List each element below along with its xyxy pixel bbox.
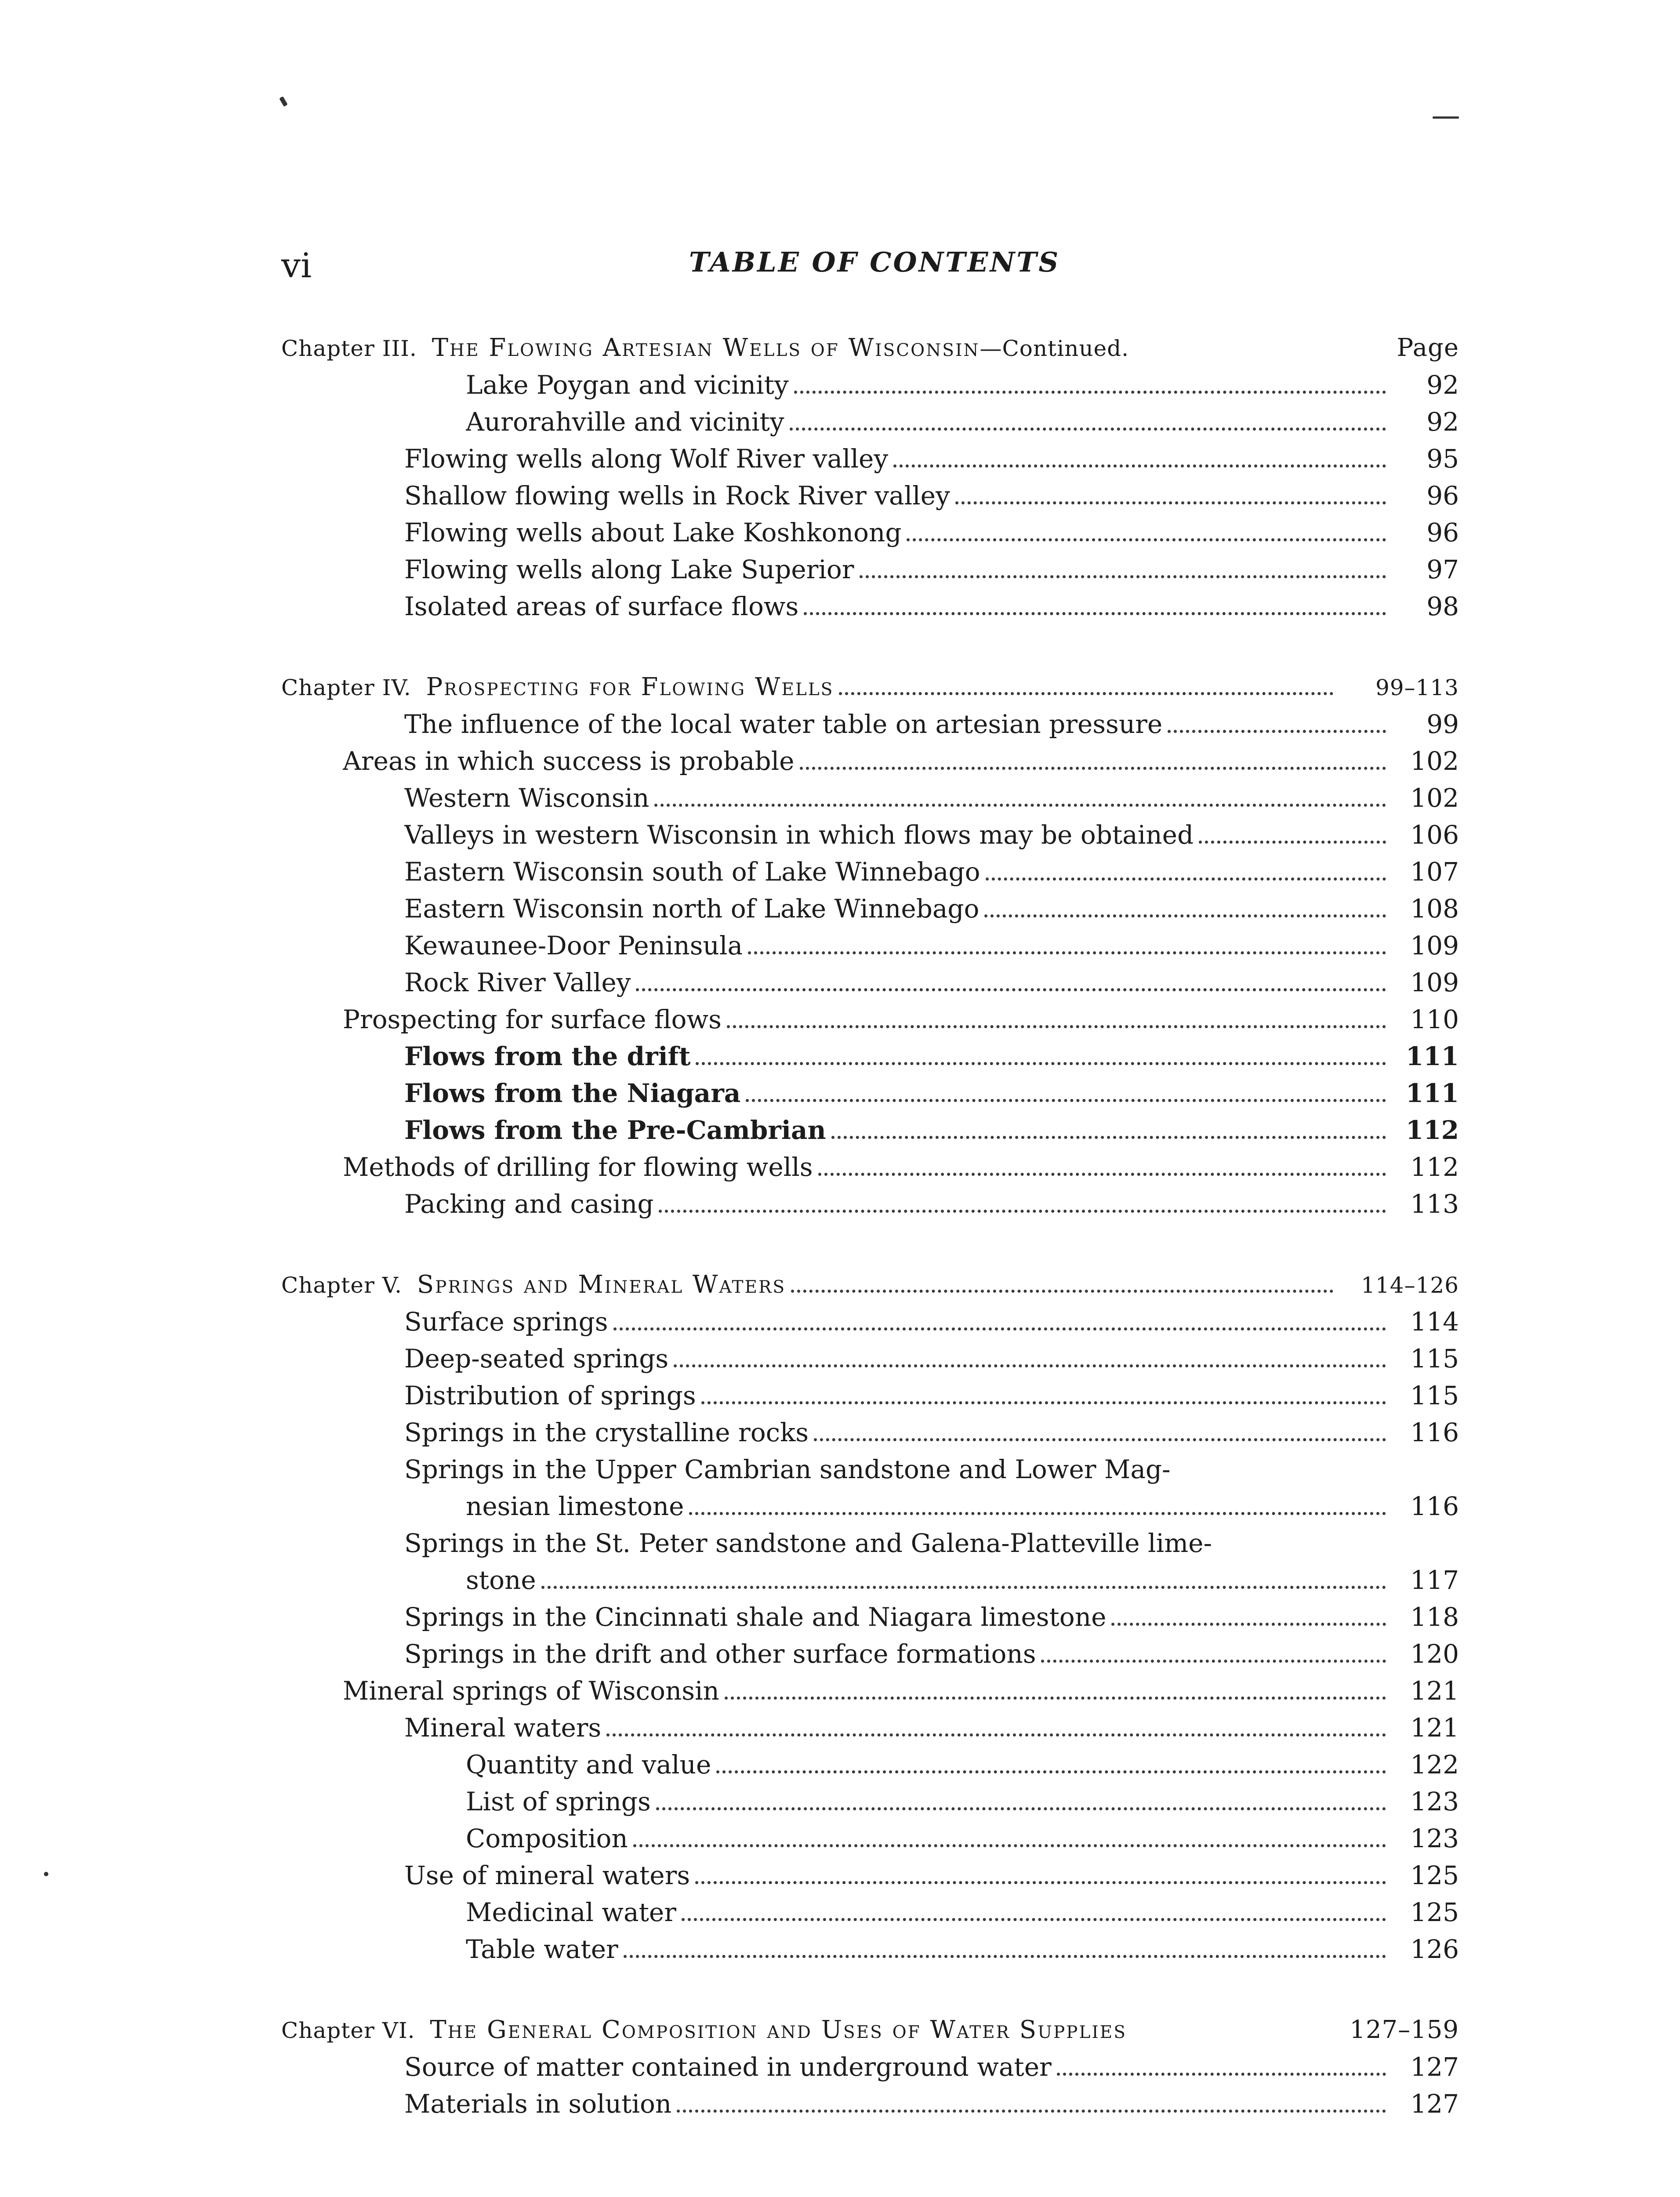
toc-entry[interactable]: Source of matter contained in underground water 127: [404, 2052, 1459, 2082]
chapter-title: The Flowing Artesian Wells of Wisconsin: [432, 334, 980, 362]
toc-entry[interactable]: Surface springs 114: [404, 1307, 1459, 1337]
chapter-label: Chapter IV.: [281, 675, 411, 700]
toc-entry[interactable]: Medicinal water 125: [466, 1897, 1459, 1927]
toc-entry-wrapped-line: Springs in the Upper Cambrian sandstone and Lower Mag-: [404, 1454, 1171, 1484]
toc-entry[interactable]: Prospecting for surface flows 110: [343, 1004, 1459, 1034]
toc-entry[interactable]: Flows from the Pre-Cambrian 112: [404, 1115, 1459, 1145]
chapter-title: Prospecting for Flowing Wells: [426, 673, 834, 701]
toc-entry[interactable]: Lake Poygan and vicinity 92: [466, 370, 1459, 400]
toc-entry[interactable]: Areas in which success is probable 102: [343, 746, 1459, 776]
toc-entry[interactable]: Eastern Wisconsin south of Lake Winnebago 107: [404, 857, 1459, 887]
toc-entry[interactable]: Springs in the crystalline rocks 116: [404, 1418, 1459, 1447]
chapter-label: Chapter VI.: [281, 2018, 415, 2043]
toc-entry[interactable]: The influence of the local water table on artesian pressure 99: [404, 709, 1459, 739]
scan-speck: [1433, 116, 1459, 119]
toc-entry[interactable]: Methods of drilling for flowing wells 112: [343, 1152, 1459, 1182]
toc-entry[interactable]: Flowing wells along Wolf River valley 95: [404, 444, 1459, 474]
table-of-contents: [281, 330, 1459, 2122]
toc-entry[interactable]: Deep-seated springs 115: [404, 1344, 1459, 1374]
toc-entry[interactable]: Flows from the Niagara 111: [404, 1078, 1459, 1108]
chapter-heading[interactable]: [281, 1266, 1459, 1303]
toc-entry[interactable]: Flows from the drift 111: [404, 1041, 1459, 1071]
scan-speck: [279, 96, 288, 107]
page-folio: vi: [281, 246, 312, 286]
page-header: [281, 237, 1468, 290]
toc-entry[interactable]: Rock River Valley 109: [404, 968, 1459, 997]
toc-entry[interactable]: Table water 126: [466, 1934, 1459, 1964]
chapter-label: Chapter V.: [281, 1273, 403, 1298]
toc-entry[interactable]: Flowing wells along Lake Superior 97: [404, 555, 1459, 584]
toc-entry[interactable]: Valleys in western Wisconsin in which flows may be obtained 106: [404, 820, 1459, 850]
running-head: TABLE OF CONTENTS: [689, 246, 1060, 278]
chapter-title: The General Composition and Uses of Water Supplies: [430, 2016, 1127, 2044]
chapter-title: Springs and Mineral Waters: [417, 1270, 786, 1299]
toc-entry[interactable]: Materials in solution 127: [404, 2089, 1459, 2119]
chapter-heading: [281, 330, 1459, 366]
toc-entry[interactable]: Quantity and value 122: [466, 1750, 1459, 1780]
toc-entry[interactable]: Packing and casing 113: [404, 1189, 1459, 1219]
toc-entry[interactable]: Distribution of springs 115: [404, 1381, 1459, 1410]
chapter-page-range: 127–159: [1350, 2016, 1459, 2044]
chapter-label: Chapter III.: [281, 336, 417, 361]
toc-entry[interactable]: Springs in the drift and other surface formations 120: [404, 1639, 1459, 1669]
scan-speck: [44, 1872, 48, 1876]
toc-entry[interactable]: Flowing wells about Lake Koshkonong 96: [404, 518, 1459, 547]
toc-entry[interactable]: Isolated areas of surface flows 98: [404, 591, 1459, 621]
toc-entry[interactable]: Western Wisconsin 102: [404, 783, 1459, 813]
toc-entry[interactable]: Use of mineral waters 125: [404, 1860, 1459, 1890]
toc-entry[interactable]: Eastern Wisconsin north of Lake Winnebago 108: [404, 894, 1459, 924]
toc-entry[interactable]: nesian limestone 116: [466, 1491, 1459, 1521]
chapter-page-range: 114–126: [1361, 1273, 1459, 1298]
toc-entry[interactable]: Mineral springs of Wisconsin 121: [343, 1676, 1459, 1706]
toc-entry[interactable]: Shallow flowing wells in Rock River valley 96: [404, 481, 1459, 511]
toc-entry[interactable]: stone 117: [466, 1565, 1459, 1595]
toc-entry[interactable]: Kewaunee-Door Peninsula 109: [404, 931, 1459, 961]
chapter-heading[interactable]: [281, 669, 1459, 706]
toc-entry[interactable]: Springs in the Cincinnati shale and Niagara limestone 118: [404, 1602, 1459, 1632]
chapter-heading[interactable]: [281, 2012, 1459, 2048]
toc-entry[interactable]: List of springs 123: [466, 1787, 1459, 1816]
toc-entry[interactable]: Composition 123: [466, 1824, 1459, 1853]
toc-entry-wrapped-line: Springs in the St. Peter sandstone and Galena-Platteville lime-: [404, 1528, 1212, 1558]
toc-entry[interactable]: Mineral waters 121: [404, 1713, 1459, 1743]
chapter-page-range: 99–113: [1375, 675, 1459, 700]
page-column-heading: Page: [1397, 334, 1459, 362]
chapter-continued: —Continued.: [980, 336, 1129, 361]
toc-entry[interactable]: Aurorahville and vicinity 92: [466, 407, 1459, 437]
